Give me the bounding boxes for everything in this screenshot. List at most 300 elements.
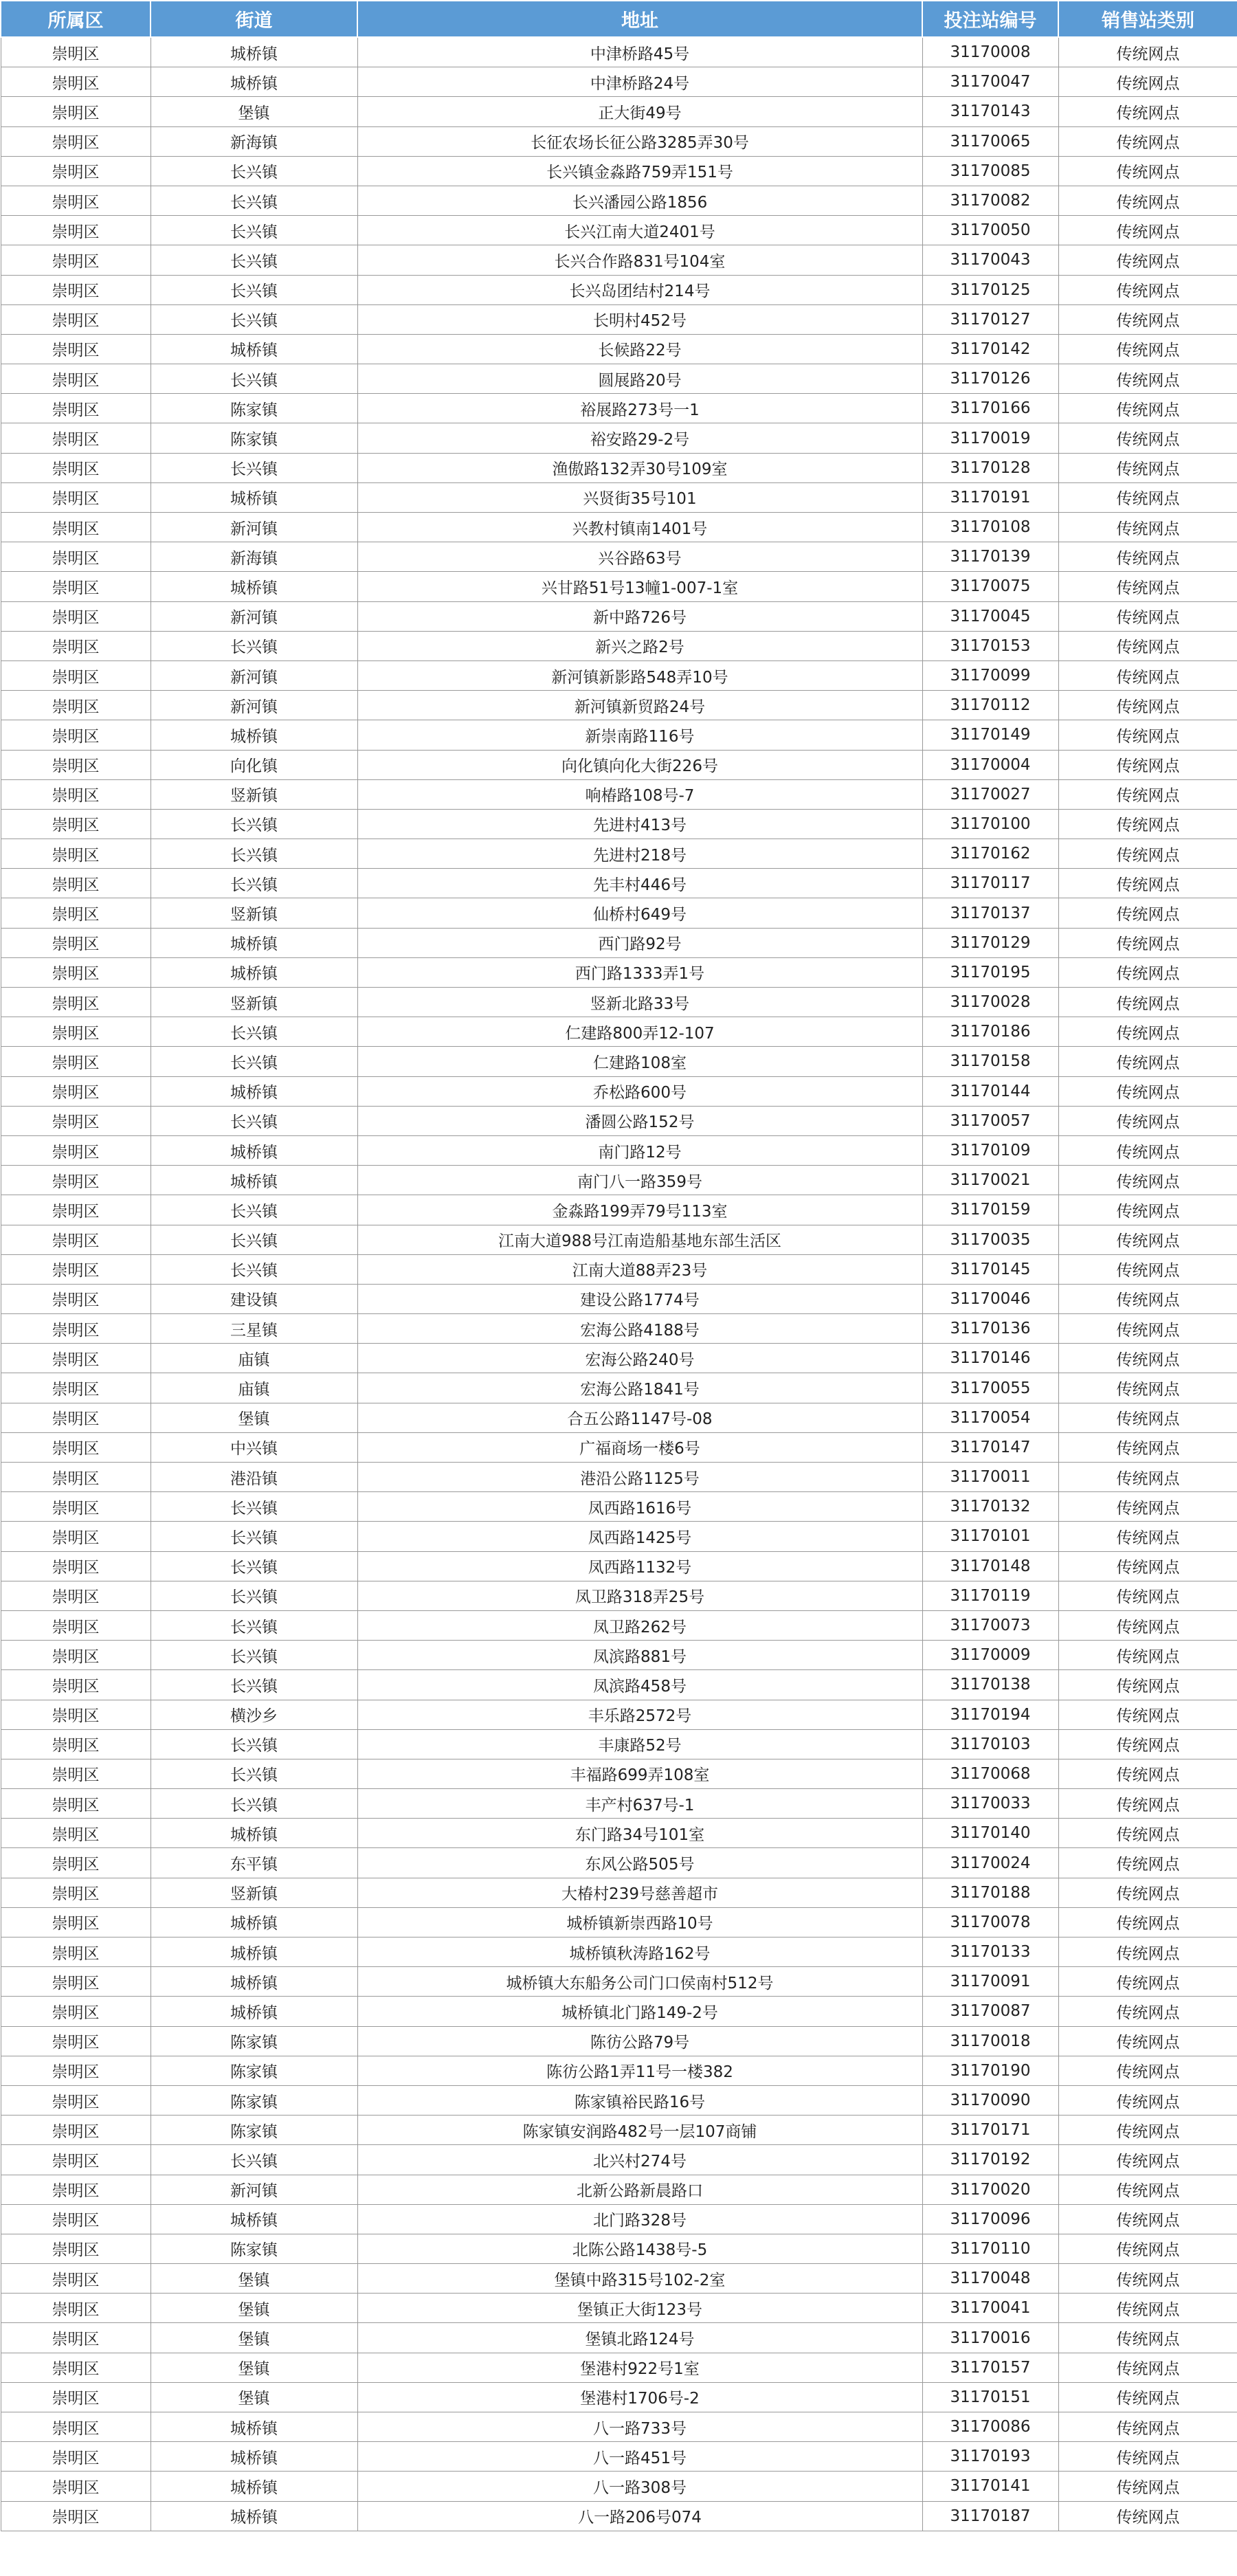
station-id-cell: 31170146 bbox=[922, 1344, 1058, 1373]
street-cell: 城桥镇 bbox=[151, 1135, 357, 1165]
address-cell: 中津桥路24号 bbox=[357, 67, 922, 97]
station-id-cell: 31170171 bbox=[922, 2116, 1058, 2145]
street-cell: 长兴镇 bbox=[151, 1610, 357, 1640]
district-cell: 崇明区 bbox=[1, 1195, 151, 1225]
address-cell: 广福商场一楼6号 bbox=[357, 1432, 922, 1462]
table-row bbox=[1, 1373, 1237, 1403]
district-cell: 崇明区 bbox=[1, 2323, 151, 2353]
station-id-cell: 31170047 bbox=[922, 67, 1058, 97]
district-cell: 崇明区 bbox=[1, 898, 151, 928]
station-type-cell: 传统网点 bbox=[1058, 898, 1237, 928]
address-cell: 乔松路600号 bbox=[357, 1076, 922, 1106]
station-type-cell: 传统网点 bbox=[1058, 513, 1237, 542]
station-type-cell: 传统网点 bbox=[1058, 334, 1237, 364]
station-type-cell: 传统网点 bbox=[1058, 928, 1237, 957]
street-cell: 陈家镇 bbox=[151, 2026, 357, 2056]
district-cell: 崇明区 bbox=[1, 394, 151, 423]
table-row bbox=[1, 2145, 1237, 2175]
table-row bbox=[1, 898, 1237, 928]
address-cell: 丰产村637号-1 bbox=[357, 1789, 922, 1819]
address-cell: 兴教村镇南1401号 bbox=[357, 513, 922, 542]
street-cell: 长兴镇 bbox=[151, 1729, 357, 1759]
address-cell: 北陈公路1438号-5 bbox=[357, 2234, 922, 2263]
district-cell: 崇明区 bbox=[1, 1047, 151, 1076]
address-cell: 丰康路52号 bbox=[357, 1729, 922, 1759]
district-cell: 崇明区 bbox=[1, 2353, 151, 2382]
street-cell: 竖新镇 bbox=[151, 1878, 357, 1907]
district-cell: 崇明区 bbox=[1, 186, 151, 215]
district-cell: 崇明区 bbox=[1, 1106, 151, 1135]
station-id-cell: 31170151 bbox=[922, 2382, 1058, 2412]
address-cell: 八一路308号 bbox=[357, 2472, 922, 2501]
district-cell: 崇明区 bbox=[1, 1641, 151, 1670]
street-cell: 长兴镇 bbox=[151, 631, 357, 660]
address-cell: 陈彷公路1弄11号一楼382 bbox=[357, 2056, 922, 2085]
table-row bbox=[1, 750, 1237, 779]
address-cell: 凤卫路318弄25号 bbox=[357, 1581, 922, 1610]
station-id-cell: 31170101 bbox=[922, 1522, 1058, 1551]
station-id-cell: 31170046 bbox=[922, 1284, 1058, 1313]
station-id-cell: 31170075 bbox=[922, 572, 1058, 601]
district-cell: 崇明区 bbox=[1, 2085, 151, 2115]
station-id-cell: 31170011 bbox=[922, 1463, 1058, 1492]
street-cell: 长兴镇 bbox=[151, 1551, 357, 1581]
address-cell: 北新公路新晨路口 bbox=[357, 2175, 922, 2204]
station-id-cell: 31170137 bbox=[922, 898, 1058, 928]
address-cell: 城桥镇新崇西路10号 bbox=[357, 1907, 922, 1937]
station-type-cell: 传统网点 bbox=[1058, 2442, 1237, 2472]
district-cell: 崇明区 bbox=[1, 1878, 151, 1907]
district-cell: 崇明区 bbox=[1, 928, 151, 957]
station-type-cell: 传统网点 bbox=[1058, 1848, 1237, 1878]
district-cell: 崇明区 bbox=[1, 482, 151, 512]
district-cell: 崇明区 bbox=[1, 2382, 151, 2412]
station-type-cell: 传统网点 bbox=[1058, 394, 1237, 423]
address-cell: 圆展路20号 bbox=[357, 364, 922, 394]
address-cell: 竖新北路33号 bbox=[357, 988, 922, 1017]
district-cell: 崇明区 bbox=[1, 2412, 151, 2442]
table-row bbox=[1, 423, 1237, 453]
table-row bbox=[1, 1848, 1237, 1878]
address-cell: 渔傲路132弄30号109室 bbox=[357, 453, 922, 482]
station-id-cell: 31170096 bbox=[922, 2204, 1058, 2234]
table-row bbox=[1, 988, 1237, 1017]
station-type-cell: 传统网点 bbox=[1058, 1759, 1237, 1788]
address-cell: 合五公路1147号-08 bbox=[357, 1403, 922, 1432]
table-row bbox=[1, 1937, 1237, 1967]
station-type-cell: 传统网点 bbox=[1058, 542, 1237, 572]
station-type-cell: 传统网点 bbox=[1058, 2294, 1237, 2323]
table-row bbox=[1, 1225, 1237, 1254]
station-id-cell: 31170008 bbox=[922, 37, 1058, 67]
station-id-cell: 31170055 bbox=[922, 1373, 1058, 1403]
station-id-cell: 31170153 bbox=[922, 631, 1058, 660]
street-cell: 横沙乡 bbox=[151, 1700, 357, 1729]
station-id-cell: 31170132 bbox=[922, 1492, 1058, 1522]
address-cell: 城桥镇秋涛路162号 bbox=[357, 1937, 922, 1967]
street-cell: 长兴镇 bbox=[151, 2145, 357, 2175]
street-cell: 城桥镇 bbox=[151, 957, 357, 987]
district-cell: 崇明区 bbox=[1, 1610, 151, 1640]
address-cell: 凤西路1132号 bbox=[357, 1551, 922, 1581]
address-cell: 东门路34号101室 bbox=[357, 1819, 922, 1848]
station-id-cell: 31170112 bbox=[922, 691, 1058, 720]
address-cell: 响椿路108号-7 bbox=[357, 779, 922, 809]
station-id-cell: 31170019 bbox=[922, 423, 1058, 453]
table-row bbox=[1, 1254, 1237, 1284]
table-row bbox=[1, 1106, 1237, 1135]
table-row bbox=[1, 2472, 1237, 2501]
station-id-cell: 31170162 bbox=[922, 839, 1058, 869]
street-cell: 城桥镇 bbox=[151, 2501, 357, 2531]
street-cell: 新河镇 bbox=[151, 513, 357, 542]
station-id-cell: 31170147 bbox=[922, 1432, 1058, 1462]
table-row bbox=[1, 1641, 1237, 1670]
table-row bbox=[1, 2294, 1237, 2323]
street-cell: 长兴镇 bbox=[151, 156, 357, 186]
station-id-cell: 31170157 bbox=[922, 2353, 1058, 2382]
station-type-cell: 传统网点 bbox=[1058, 1463, 1237, 1492]
table-row bbox=[1, 2116, 1237, 2145]
address-cell: 丰福路699弄108室 bbox=[357, 1759, 922, 1788]
street-cell: 长兴镇 bbox=[151, 304, 357, 334]
station-type-cell: 传统网点 bbox=[1058, 1789, 1237, 1819]
station-type-cell: 传统网点 bbox=[1058, 2323, 1237, 2353]
table-row bbox=[1, 839, 1237, 869]
street-cell: 三星镇 bbox=[151, 1314, 357, 1344]
station-id-cell: 31170086 bbox=[922, 2412, 1058, 2442]
table-row bbox=[1, 186, 1237, 215]
address-cell: 南门八一路359号 bbox=[357, 1166, 922, 1195]
station-id-cell: 31170133 bbox=[922, 1937, 1058, 1967]
street-cell: 中兴镇 bbox=[151, 1432, 357, 1462]
address-cell: 新崇南路116号 bbox=[357, 720, 922, 750]
station-type-cell: 传统网点 bbox=[1058, 2175, 1237, 2204]
table-row bbox=[1, 2175, 1237, 2204]
street-cell: 长兴镇 bbox=[151, 1522, 357, 1551]
table-row bbox=[1, 2442, 1237, 2472]
district-cell: 崇明区 bbox=[1, 1581, 151, 1610]
district-cell: 崇明区 bbox=[1, 2056, 151, 2085]
station-id-cell: 31170082 bbox=[922, 186, 1058, 215]
station-type-cell: 传统网点 bbox=[1058, 809, 1237, 839]
station-type-cell: 传统网点 bbox=[1058, 957, 1237, 987]
table-row bbox=[1, 2323, 1237, 2353]
station-type-cell: 传统网点 bbox=[1058, 1729, 1237, 1759]
address-cell: 仁建路800弄12-107 bbox=[357, 1017, 922, 1047]
street-cell: 长兴镇 bbox=[151, 364, 357, 394]
address-cell: 南门路12号 bbox=[357, 1135, 922, 1165]
header-street: 街道 bbox=[151, 1, 357, 37]
street-cell: 向化镇 bbox=[151, 750, 357, 779]
street-cell: 城桥镇 bbox=[151, 572, 357, 601]
address-cell: 江南大道88弄23号 bbox=[357, 1254, 922, 1284]
street-cell: 长兴镇 bbox=[151, 1641, 357, 1670]
street-cell: 长兴镇 bbox=[151, 1106, 357, 1135]
district-cell: 崇明区 bbox=[1, 601, 151, 631]
address-cell: 陈家镇安润路482号一层107商铺 bbox=[357, 2116, 922, 2145]
station-id-cell: 31170099 bbox=[922, 660, 1058, 690]
district-cell: 崇明区 bbox=[1, 660, 151, 690]
station-type-cell: 传统网点 bbox=[1058, 2234, 1237, 2263]
street-cell: 陈家镇 bbox=[151, 2234, 357, 2263]
station-id-cell: 31170194 bbox=[922, 1700, 1058, 1729]
street-cell: 城桥镇 bbox=[151, 37, 357, 67]
address-cell: 向化镇向化大街226号 bbox=[357, 750, 922, 779]
address-cell: 裕安路29-2号 bbox=[357, 423, 922, 453]
station-type-cell: 传统网点 bbox=[1058, 1225, 1237, 1254]
street-cell: 新海镇 bbox=[151, 542, 357, 572]
table-row bbox=[1, 779, 1237, 809]
station-id-cell: 31170068 bbox=[922, 1759, 1058, 1788]
street-cell: 长兴镇 bbox=[151, 869, 357, 898]
street-cell: 城桥镇 bbox=[151, 1819, 357, 1848]
district-cell: 崇明区 bbox=[1, 1254, 151, 1284]
table-row bbox=[1, 1076, 1237, 1106]
address-cell: 长兴合作路831号104室 bbox=[357, 245, 922, 275]
station-type-cell: 传统网点 bbox=[1058, 1907, 1237, 1937]
station-type-cell: 传统网点 bbox=[1058, 1878, 1237, 1907]
station-id-cell: 31170190 bbox=[922, 2056, 1058, 2085]
street-cell: 城桥镇 bbox=[151, 2442, 357, 2472]
table-row bbox=[1, 2353, 1237, 2382]
street-cell: 新河镇 bbox=[151, 2175, 357, 2204]
table-row bbox=[1, 1047, 1237, 1076]
station-id-cell: 31170108 bbox=[922, 513, 1058, 542]
district-cell: 崇明区 bbox=[1, 513, 151, 542]
table-row bbox=[1, 2234, 1237, 2263]
header-station-id: 投注站编号 bbox=[922, 1, 1058, 37]
address-cell: 宏海公路240号 bbox=[357, 1344, 922, 1373]
station-type-cell: 传统网点 bbox=[1058, 1344, 1237, 1373]
district-cell: 崇明区 bbox=[1, 542, 151, 572]
table-row bbox=[1, 1195, 1237, 1225]
station-id-cell: 31170090 bbox=[922, 2085, 1058, 2115]
street-cell: 长兴镇 bbox=[151, 275, 357, 304]
address-cell: 东风公路505号 bbox=[357, 1848, 922, 1878]
table-row bbox=[1, 2056, 1237, 2085]
district-cell: 崇明区 bbox=[1, 1967, 151, 1997]
address-cell: 凤滨路458号 bbox=[357, 1670, 922, 1700]
street-cell: 长兴镇 bbox=[151, 809, 357, 839]
station-type-cell: 传统网点 bbox=[1058, 1641, 1237, 1670]
station-type-cell: 传统网点 bbox=[1058, 750, 1237, 779]
district-cell: 崇明区 bbox=[1, 67, 151, 97]
table-row bbox=[1, 809, 1237, 839]
table-row bbox=[1, 1017, 1237, 1047]
station-id-cell: 31170143 bbox=[922, 97, 1058, 126]
address-cell: 长兴潘园公路1856 bbox=[357, 186, 922, 215]
street-cell: 长兴镇 bbox=[151, 1789, 357, 1819]
station-type-cell: 传统网点 bbox=[1058, 1522, 1237, 1551]
district-cell: 崇明区 bbox=[1, 1907, 151, 1937]
street-cell: 长兴镇 bbox=[151, 839, 357, 869]
district-cell: 崇明区 bbox=[1, 1492, 151, 1522]
address-cell: 西门路1333弄1号 bbox=[357, 957, 922, 987]
table-row bbox=[1, 720, 1237, 750]
station-type-cell: 传统网点 bbox=[1058, 482, 1237, 512]
table-row bbox=[1, 126, 1237, 156]
station-type-cell: 传统网点 bbox=[1058, 1017, 1237, 1047]
station-type-cell: 传统网点 bbox=[1058, 275, 1237, 304]
station-id-cell: 31170138 bbox=[922, 1670, 1058, 1700]
table-row bbox=[1, 37, 1237, 67]
district-cell: 崇明区 bbox=[1, 779, 151, 809]
station-type-cell: 传统网点 bbox=[1058, 1195, 1237, 1225]
station-type-cell: 传统网点 bbox=[1058, 1492, 1237, 1522]
station-type-cell: 传统网点 bbox=[1058, 364, 1237, 394]
table-row bbox=[1, 957, 1237, 987]
station-id-cell: 31170085 bbox=[922, 156, 1058, 186]
table-row bbox=[1, 2085, 1237, 2115]
table-row bbox=[1, 1432, 1237, 1462]
station-type-cell: 传统网点 bbox=[1058, 1106, 1237, 1135]
table-row bbox=[1, 482, 1237, 512]
district-cell: 崇明区 bbox=[1, 304, 151, 334]
table-row bbox=[1, 97, 1237, 126]
street-cell: 长兴镇 bbox=[151, 1017, 357, 1047]
address-cell: 丰乐路2572号 bbox=[357, 1700, 922, 1729]
station-type-cell: 传统网点 bbox=[1058, 2085, 1237, 2115]
address-cell: 长兴镇金淼路759弄151号 bbox=[357, 156, 922, 186]
street-cell: 竖新镇 bbox=[151, 988, 357, 1017]
station-type-cell: 传统网点 bbox=[1058, 1166, 1237, 1195]
table-row bbox=[1, 513, 1237, 542]
address-cell: 八一路206号074 bbox=[357, 2501, 922, 2531]
station-id-cell: 31170149 bbox=[922, 720, 1058, 750]
station-type-cell: 传统网点 bbox=[1058, 2145, 1237, 2175]
address-cell: 凤西路1616号 bbox=[357, 1492, 922, 1522]
table-row bbox=[1, 2382, 1237, 2412]
station-id-cell: 31170018 bbox=[922, 2026, 1058, 2056]
street-cell: 城桥镇 bbox=[151, 2204, 357, 2234]
district-cell: 崇明区 bbox=[1, 97, 151, 126]
station-type-cell: 传统网点 bbox=[1058, 216, 1237, 245]
district-cell: 崇明区 bbox=[1, 1373, 151, 1403]
district-cell: 崇明区 bbox=[1, 245, 151, 275]
address-cell: 八一路733号 bbox=[357, 2412, 922, 2442]
address-cell: 正大街49号 bbox=[357, 97, 922, 126]
table-row bbox=[1, 2204, 1237, 2234]
street-cell: 陈家镇 bbox=[151, 2085, 357, 2115]
station-type-cell: 传统网点 bbox=[1058, 2412, 1237, 2442]
district-cell: 崇明区 bbox=[1, 2501, 151, 2531]
station-id-cell: 31170009 bbox=[922, 1641, 1058, 1670]
address-cell: 城桥镇北门路149-2号 bbox=[357, 1997, 922, 2026]
station-id-cell: 31170110 bbox=[922, 2234, 1058, 2263]
station-type-cell: 传统网点 bbox=[1058, 304, 1237, 334]
district-cell: 崇明区 bbox=[1, 364, 151, 394]
station-type-cell: 传统网点 bbox=[1058, 2204, 1237, 2234]
district-cell: 崇明区 bbox=[1, 1670, 151, 1700]
header-row bbox=[1, 1, 1237, 37]
station-id-cell: 31170126 bbox=[922, 364, 1058, 394]
station-type-cell: 传统网点 bbox=[1058, 1581, 1237, 1610]
address-cell: 堡港村1706号-2 bbox=[357, 2382, 922, 2412]
station-type-cell: 传统网点 bbox=[1058, 601, 1237, 631]
street-cell: 长兴镇 bbox=[151, 1254, 357, 1284]
station-id-cell: 31170141 bbox=[922, 2472, 1058, 2501]
table-row bbox=[1, 1492, 1237, 1522]
station-id-cell: 31170043 bbox=[922, 245, 1058, 275]
station-type-cell: 传统网点 bbox=[1058, 1403, 1237, 1432]
district-cell: 崇明区 bbox=[1, 1344, 151, 1373]
station-type-cell: 传统网点 bbox=[1058, 245, 1237, 275]
station-id-cell: 31170073 bbox=[922, 1610, 1058, 1640]
address-cell: 凤西路1425号 bbox=[357, 1522, 922, 1551]
station-type-cell: 传统网点 bbox=[1058, 2501, 1237, 2531]
table-row bbox=[1, 1166, 1237, 1195]
station-type-cell: 传统网点 bbox=[1058, 1967, 1237, 1997]
address-cell: 长候路22号 bbox=[357, 334, 922, 364]
district-cell: 崇明区 bbox=[1, 2472, 151, 2501]
station-type-cell: 传统网点 bbox=[1058, 156, 1237, 186]
street-cell: 新河镇 bbox=[151, 660, 357, 690]
street-cell: 陈家镇 bbox=[151, 394, 357, 423]
station-id-cell: 31170054 bbox=[922, 1403, 1058, 1432]
address-cell: 长征农场长征公路3285弄30号 bbox=[357, 126, 922, 156]
station-id-cell: 31170136 bbox=[922, 1314, 1058, 1344]
district-cell: 崇明区 bbox=[1, 1432, 151, 1462]
station-type-cell: 传统网点 bbox=[1058, 779, 1237, 809]
table-row bbox=[1, 1700, 1237, 1729]
street-cell: 城桥镇 bbox=[151, 1076, 357, 1106]
address-cell: 先进村413号 bbox=[357, 809, 922, 839]
street-cell: 堡镇 bbox=[151, 97, 357, 126]
table-row bbox=[1, 394, 1237, 423]
station-id-cell: 31170103 bbox=[922, 1729, 1058, 1759]
district-cell: 崇明区 bbox=[1, 1997, 151, 2026]
station-type-cell: 传统网点 bbox=[1058, 1314, 1237, 1344]
station-id-cell: 31170027 bbox=[922, 779, 1058, 809]
station-id-cell: 31170142 bbox=[922, 334, 1058, 364]
station-id-cell: 31170186 bbox=[922, 1017, 1058, 1047]
station-id-cell: 31170139 bbox=[922, 542, 1058, 572]
street-cell: 城桥镇 bbox=[151, 2412, 357, 2442]
station-id-cell: 31170033 bbox=[922, 1789, 1058, 1819]
table-row bbox=[1, 1670, 1237, 1700]
street-cell: 长兴镇 bbox=[151, 1492, 357, 1522]
table-row bbox=[1, 1819, 1237, 1848]
station-type-cell: 传统网点 bbox=[1058, 1135, 1237, 1165]
street-cell: 城桥镇 bbox=[151, 720, 357, 750]
district-cell: 崇明区 bbox=[1, 2264, 151, 2294]
station-type-cell: 传统网点 bbox=[1058, 1254, 1237, 1284]
table-row bbox=[1, 1135, 1237, 1165]
address-cell: 中津桥路45号 bbox=[357, 37, 922, 67]
station-id-cell: 31170127 bbox=[922, 304, 1058, 334]
district-cell: 崇明区 bbox=[1, 1135, 151, 1165]
station-id-cell: 31170065 bbox=[922, 126, 1058, 156]
street-cell: 堡镇 bbox=[151, 2294, 357, 2323]
district-cell: 崇明区 bbox=[1, 1403, 151, 1432]
address-cell: 裕展路273号一1 bbox=[357, 394, 922, 423]
address-cell: 先进村218号 bbox=[357, 839, 922, 869]
station-id-cell: 31170109 bbox=[922, 1135, 1058, 1165]
station-id-cell: 31170045 bbox=[922, 601, 1058, 631]
address-cell: 兴甘路51号13幢1-007-1室 bbox=[357, 572, 922, 601]
address-cell: 仁建路108室 bbox=[357, 1047, 922, 1076]
street-cell: 堡镇 bbox=[151, 2353, 357, 2382]
table-row bbox=[1, 542, 1237, 572]
station-id-cell: 31170192 bbox=[922, 2145, 1058, 2175]
station-type-cell: 传统网点 bbox=[1058, 1670, 1237, 1700]
table-row bbox=[1, 2412, 1237, 2442]
district-cell: 崇明区 bbox=[1, 809, 151, 839]
station-type-cell: 传统网点 bbox=[1058, 1997, 1237, 2026]
station-type-cell: 传统网点 bbox=[1058, 126, 1237, 156]
street-cell: 堡镇 bbox=[151, 1403, 357, 1432]
